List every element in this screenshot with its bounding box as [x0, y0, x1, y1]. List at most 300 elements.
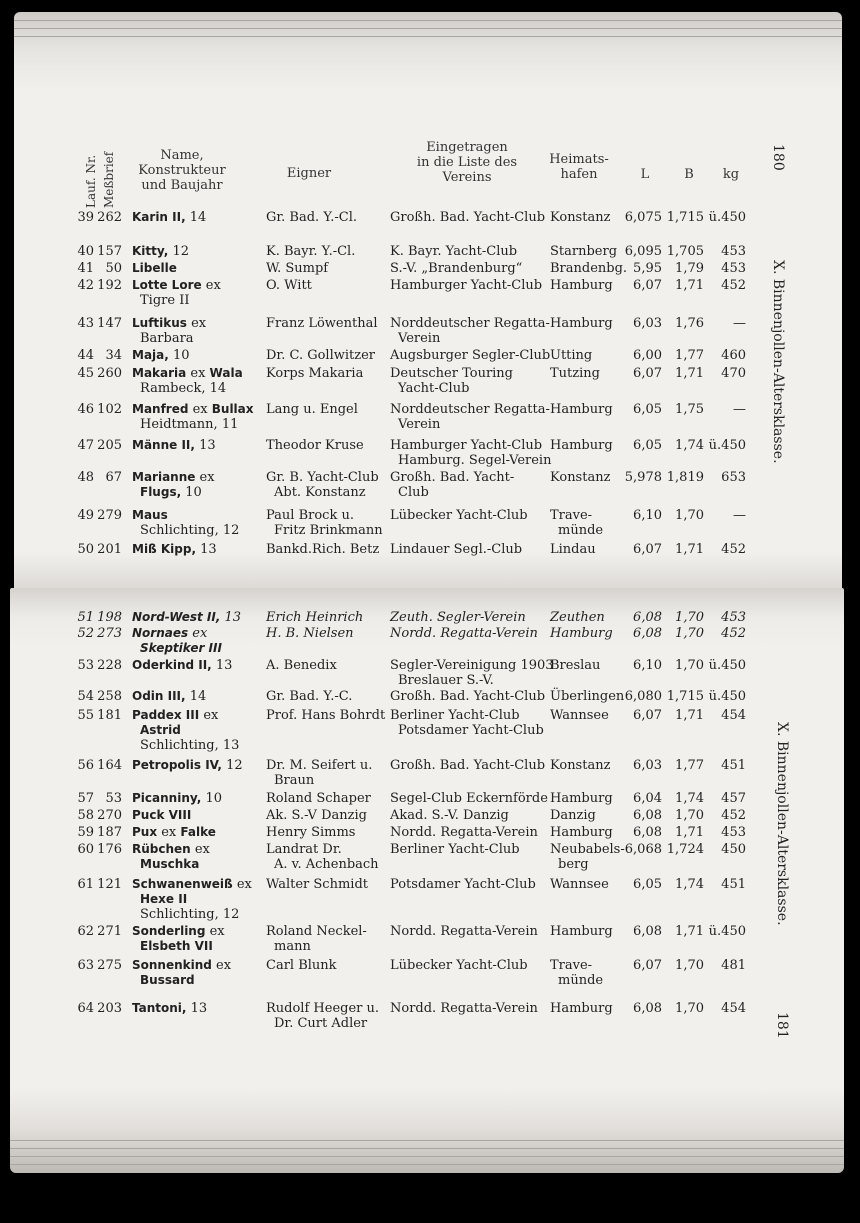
club-line: Lindauer Segl.-Club [390, 542, 523, 557]
home-port-line: Hamburg [550, 278, 613, 293]
beam-value: 1,70 [675, 658, 704, 673]
club-line: Hamburger Yacht-Club [390, 438, 543, 453]
club [390, 958, 528, 973]
length-value: 6,08 [633, 1001, 662, 1016]
former-name: Muschka [140, 857, 200, 871]
club-line: Nordd. Regatta-Verein [390, 825, 538, 840]
weight-value: ü.450 [708, 210, 746, 225]
messbrief-number: 192 [97, 278, 122, 293]
weight-value: 451 [721, 758, 746, 773]
yacht-name-bold: Nord-West II, [132, 610, 221, 624]
owner-line: mann [274, 939, 311, 954]
yacht-name-line2 [132, 892, 252, 907]
yacht-name [132, 244, 189, 259]
home-port [550, 244, 617, 259]
club [390, 261, 522, 276]
row-number: 46 [77, 402, 94, 417]
yacht-name-suffix: 14 [185, 689, 207, 704]
yacht-name [132, 348, 190, 363]
club-line: Großh. Bad. Yacht-Club [390, 758, 546, 773]
length-value: 6,05 [633, 402, 662, 417]
home-port-line: Starnberg [550, 244, 618, 259]
home-port-line: Hamburg [550, 626, 613, 641]
club-line: Potsdamer Yacht-Club [398, 723, 544, 738]
club-line: S.-V. „Brandenburg“ [390, 261, 523, 276]
messbrief-number: 50 [105, 261, 122, 276]
length-value: 6,08 [633, 924, 662, 939]
yacht-name-suffix: 12 [221, 758, 243, 773]
former-name: Bullax [211, 402, 254, 416]
messbrief-number: 201 [97, 542, 122, 557]
yacht-name-bold: Marianne [132, 470, 196, 484]
messbrief-number: 198 [97, 610, 122, 625]
length-value: 6,03 [633, 758, 662, 773]
former-name: Wala [209, 366, 243, 380]
weight-value: — [733, 508, 746, 523]
club-line: Verein [398, 417, 441, 432]
weight-value: — [733, 402, 746, 417]
home-port-line: Überlingen [550, 689, 625, 704]
yacht-name-bold: Petropolis IV, [132, 758, 222, 772]
yacht-name-bold: Männe II, [132, 438, 195, 452]
owner-line: Landrat Dr. [266, 842, 342, 857]
yacht-name-bold: Paddex III [132, 708, 200, 722]
yacht-name [132, 542, 217, 557]
club [390, 316, 550, 346]
weight-value: 453 [721, 261, 746, 276]
home-port-line: Zeuthen [550, 610, 605, 625]
home-port [550, 924, 613, 939]
owner-line: Lang u. Engel [266, 402, 358, 417]
row-number: 48 [77, 470, 94, 485]
home-port-line: Trave- [550, 958, 593, 973]
yacht-name-suffix: ex [205, 924, 225, 939]
yacht-name [132, 708, 239, 753]
messbrief-number: 275 [97, 958, 122, 973]
club-line: Yacht-Club [398, 381, 470, 396]
owner [266, 244, 355, 259]
club [390, 708, 544, 738]
club [390, 658, 554, 688]
former-name: Skeptiker III [140, 641, 222, 655]
designer-year: Tigre II [140, 293, 190, 308]
row-number: 52 [77, 626, 94, 641]
row-number: 42 [77, 278, 94, 293]
yacht-name-line2 [132, 857, 210, 872]
weight-value: 452 [721, 626, 746, 641]
messbrief-number: 228 [97, 658, 122, 673]
yacht-name-line2 [132, 381, 243, 396]
messbrief-number: 205 [97, 438, 122, 453]
row-number: 58 [77, 808, 94, 823]
owner-line: Erich Heinrich [266, 610, 364, 625]
weight-value: 450 [721, 842, 746, 857]
row-number: 47 [77, 438, 94, 453]
yacht-name-bold: Tantoni, [132, 1001, 187, 1015]
home-port [550, 958, 603, 988]
club-line: Augsburger Segler-Club [390, 348, 551, 363]
designer-year: Barbara [140, 331, 194, 346]
beam-value: 1,79 [675, 261, 704, 276]
club-line: Berliner Yacht-Club [390, 708, 520, 723]
owner-line: Franz Löwenthal [266, 316, 378, 331]
owner-line: A. v. Achenbach [274, 857, 379, 872]
row-number: 54 [77, 689, 94, 704]
home-port [550, 438, 613, 453]
page-edge-line [14, 28, 842, 29]
home-port [550, 1001, 613, 1016]
owner [266, 825, 355, 840]
header-eigner: Eigner [286, 166, 332, 181]
yacht-name-bold: Kitty, [132, 244, 169, 258]
yacht-name-bold: Puck VIII [132, 808, 192, 822]
home-port-line: Hamburg [550, 316, 613, 331]
yacht-name [132, 877, 252, 922]
owner [266, 348, 375, 363]
yacht-name-suffix: 13 [220, 610, 242, 625]
messbrief-number: 157 [97, 244, 122, 259]
club-line: Verein [398, 331, 441, 346]
owner [266, 261, 328, 276]
beam-value: 1,75 [675, 402, 704, 417]
owner [266, 658, 337, 673]
beam-value: 1,70 [675, 958, 704, 973]
club [390, 470, 514, 500]
home-port-line: Danzig [550, 808, 596, 823]
running-title: X. Binnenjollen-Altersklasse. [774, 722, 790, 926]
beam-value: 1,71 [675, 366, 704, 381]
designer-year: 10 [181, 485, 202, 500]
yacht-name-line2 [132, 523, 239, 538]
home-port [550, 610, 605, 625]
length-value: 6,00 [633, 348, 662, 363]
yacht-name-suffix: ex [199, 708, 219, 723]
row-number: 40 [77, 244, 94, 259]
length-value: 6,08 [633, 610, 662, 625]
club-line: Deutscher Touring [390, 366, 514, 381]
yacht-name-bold: Picanniny, [132, 791, 202, 805]
yacht-name-bold: Makaria [132, 366, 187, 380]
club-line: Segler-Vereinigung 1903 [390, 658, 554, 673]
length-value: 6,07 [633, 958, 662, 973]
yacht-name-suffix: 10 [168, 348, 190, 363]
beam-value: 1,74 [675, 438, 704, 453]
home-port-line: Hamburg [550, 1001, 613, 1016]
beam-value: 1,71 [675, 924, 704, 939]
yacht-name [132, 316, 206, 346]
yacht-name [132, 626, 222, 656]
owner-line: Ak. S.-V Danzig [266, 808, 367, 823]
weight-value: 454 [721, 1001, 746, 1016]
messbrief-number: 271 [97, 924, 122, 939]
owner [266, 791, 371, 806]
messbrief-number: 34 [105, 348, 122, 363]
club [390, 924, 538, 939]
running-title: X. Binnenjollen-Altersklasse. [770, 260, 786, 464]
home-port-line: münde [558, 523, 604, 538]
club [390, 438, 551, 468]
yacht-name-suffix: 13 [196, 542, 217, 557]
yacht-name-line2 [132, 417, 254, 432]
messbrief-number: 164 [97, 758, 122, 773]
home-port-line: Neubabels- [550, 842, 625, 857]
home-port [550, 658, 600, 673]
row-number: 57 [77, 791, 94, 806]
home-port-line: Breslau [550, 658, 601, 673]
header-kg: kg [722, 167, 740, 182]
home-port [550, 508, 603, 538]
former-name: Hexe II [140, 892, 188, 906]
club-line: Norddeutscher Regatta- [390, 402, 550, 417]
home-port-line: Hamburg [550, 825, 613, 840]
length-value: 6,10 [633, 508, 662, 523]
yacht-name-bold: Sonderling [132, 924, 206, 938]
yacht-name-line2 [132, 723, 239, 738]
yacht-name-suffix: ex [186, 366, 210, 381]
owner-line: Gr. B. Yacht-Club [266, 470, 379, 485]
yacht-name-bold: Rübchen [132, 842, 191, 856]
beam-value: 1,74 [675, 791, 704, 806]
club [390, 689, 545, 704]
page-edge-line [10, 1156, 844, 1157]
weight-value: 481 [721, 958, 746, 973]
owner [266, 1001, 379, 1031]
yacht-name-suffix: ex [188, 402, 212, 417]
designer-year: Schlichting, 12 [140, 523, 240, 538]
club [390, 808, 509, 823]
beam-value: 1,715 [666, 689, 704, 704]
home-port [550, 708, 609, 723]
bottom-page [10, 588, 844, 1173]
beam-value: 1,70 [675, 808, 704, 823]
length-value: 6,05 [633, 877, 662, 892]
length-value: 5,95 [633, 261, 662, 276]
yacht-name-bold: Manfred [132, 402, 189, 416]
row-number: 62 [77, 924, 94, 939]
length-value: 6,08 [633, 825, 662, 840]
yacht-name [132, 438, 216, 453]
weight-value: 453 [721, 825, 746, 840]
owner [266, 542, 379, 557]
messbrief-number: 262 [97, 210, 122, 225]
club [390, 1001, 538, 1016]
club [390, 610, 526, 625]
home-port [550, 542, 596, 557]
beam-value: 1,70 [675, 508, 704, 523]
yacht-name-bold: Oderkind II, [132, 658, 212, 672]
designer-year: Rambeck, 14 [140, 381, 227, 396]
yacht-name [132, 842, 210, 872]
length-value: 6,07 [633, 366, 662, 381]
designer-year: Heidtmann, 11 [140, 417, 239, 432]
row-number: 63 [77, 958, 94, 973]
yacht-name [132, 658, 232, 673]
beam-value: 1,70 [675, 626, 704, 641]
row-number: 39 [77, 210, 94, 225]
messbrief-number: 67 [105, 470, 122, 485]
former-name: Flugs, [140, 485, 182, 499]
home-port [550, 470, 610, 485]
messbrief-number: 53 [105, 791, 122, 806]
yacht-name-bold: Luftikus [132, 316, 187, 330]
beam-value: 1,70 [675, 1001, 704, 1016]
club-line: Lübecker Yacht-Club [390, 958, 528, 973]
length-value: 6,08 [633, 808, 662, 823]
home-port-line: Hamburg [550, 438, 613, 453]
yacht-name-bold: Maus [132, 508, 168, 522]
weight-value: 460 [721, 348, 746, 363]
yacht-name-line2 [132, 641, 222, 656]
messbrief-number: 258 [97, 689, 122, 704]
club [390, 402, 550, 432]
weight-value: 451 [721, 877, 746, 892]
home-port [550, 808, 596, 823]
owner-line: Gr. Bad. Y.-C. [266, 689, 353, 704]
home-port-line: Hamburg [550, 791, 613, 806]
messbrief-number: 187 [97, 825, 122, 840]
yacht-name-suffix: 12 [168, 244, 190, 259]
weight-value: 452 [721, 542, 746, 557]
owner [266, 402, 358, 417]
beam-value: 1,77 [675, 758, 704, 773]
yacht-name-bold: Sonnenkind [132, 958, 212, 972]
header-lauf-nr: Lauf. Nr. [84, 154, 98, 208]
owner-line: Roland Schaper [266, 791, 371, 806]
yacht-name [132, 808, 191, 823]
yacht-name-line2 [132, 973, 231, 988]
home-port [550, 758, 610, 773]
owner [266, 877, 368, 892]
yacht-name [132, 758, 243, 773]
owner-line: Braun [274, 773, 315, 788]
beam-value: 1,724 [666, 842, 704, 857]
weight-value: 470 [721, 366, 746, 381]
yacht-name [132, 689, 206, 704]
club-line: Nordd. Regatta-Verein [390, 626, 538, 641]
length-value: 6,10 [633, 658, 662, 673]
yacht-name [132, 210, 206, 225]
length-value: 6,068 [624, 842, 662, 857]
designer-year: Schlichting, 13 [140, 738, 240, 753]
home-port-line: Wannsee [550, 708, 609, 723]
owner [266, 316, 378, 331]
club [390, 278, 542, 293]
weight-value: 457 [721, 791, 746, 806]
club-line: Segel-Club Eckernförde [390, 791, 548, 806]
owner [266, 470, 379, 500]
yacht-name-line2 [132, 331, 206, 346]
yacht-name-suffix: ex [232, 877, 252, 892]
yacht-name-suffix: 13 [211, 658, 233, 673]
header-name: Name, Konstrukteur und Baujahr [138, 148, 226, 193]
home-port [550, 366, 600, 381]
owner-line: K. Bayr. Y.-Cl. [266, 244, 356, 259]
home-port [550, 261, 627, 276]
length-value: 6,05 [633, 438, 662, 453]
weight-value: 653 [721, 470, 746, 485]
row-number: 50 [77, 542, 94, 557]
page-number: 181 [774, 1012, 790, 1039]
owner [266, 278, 312, 293]
owner [266, 626, 354, 641]
length-value: 6,04 [633, 791, 662, 806]
yacht-name [132, 278, 221, 308]
yacht-name-suffix: 13 [194, 438, 216, 453]
home-port [550, 825, 613, 840]
club [390, 244, 517, 259]
owner-line: Gr. Bad. Y.-Cl. [266, 210, 357, 225]
yacht-name [132, 508, 239, 538]
weight-value: ü.450 [708, 689, 746, 704]
club [390, 877, 536, 892]
yacht-name-suffix: ex [190, 842, 210, 857]
club-line: Lübecker Yacht-Club [390, 508, 528, 523]
club [390, 542, 522, 557]
yacht-name-bold: Pux [132, 825, 158, 839]
weight-value: 452 [721, 808, 746, 823]
yacht-name [132, 825, 216, 840]
page-edge-line [14, 20, 842, 21]
weight-value: 453 [721, 610, 746, 625]
header-messbrief: Meßbrief [102, 151, 116, 208]
beam-value: 1,71 [675, 708, 704, 723]
beam-value: 1,76 [675, 316, 704, 331]
club [390, 210, 545, 225]
home-port-line: münde [558, 973, 604, 988]
club-line: Großh. Bad. Yacht-Club [390, 689, 546, 704]
yacht-name-line2 [132, 485, 215, 500]
yacht-name-line2 [132, 293, 221, 308]
owner-line: Dr. Curt Adler [274, 1016, 368, 1031]
club-line: Großh. Bad. Yacht-Club [390, 210, 546, 225]
messbrief-number: 147 [97, 316, 122, 331]
owner [266, 610, 363, 625]
messbrief-number: 260 [97, 366, 122, 381]
messbrief-number: 181 [97, 708, 122, 723]
club-line: Nordd. Regatta-Verein [390, 924, 538, 939]
home-port-line: Brandenbg. [550, 261, 628, 276]
header-hafen: Heimats- hafen [549, 152, 609, 182]
page-number: 180 [770, 144, 786, 171]
owner [266, 508, 383, 538]
home-port-line: Konstanz [550, 210, 611, 225]
home-port-line: berg [558, 857, 589, 872]
owner-line: Dr. C. Gollwitzer [266, 348, 376, 363]
top-page [14, 12, 842, 590]
yacht-name-bold: Odin III, [132, 689, 186, 703]
yacht-name-bold: Schwanenweiß [132, 877, 233, 891]
yacht-name [132, 958, 231, 988]
home-port-line: Konstanz [550, 758, 611, 773]
weight-value: ü.450 [708, 438, 746, 453]
beam-value: 1,74 [675, 877, 704, 892]
row-number: 56 [77, 758, 94, 773]
header-verein: Eingetragen in die Liste des Vereins [416, 140, 518, 185]
owner [266, 958, 337, 973]
club-line: Hamburg. Segel-Verein [398, 453, 552, 468]
beam-value: 1,819 [666, 470, 704, 485]
owner-line: W. Sumpf [266, 261, 329, 276]
home-port [550, 402, 613, 417]
messbrief-number: 176 [97, 842, 122, 857]
yacht-name-suffix: ex [186, 316, 207, 331]
weight-value: ü.450 [708, 658, 746, 673]
home-port-line: Trave- [550, 508, 593, 523]
row-number: 60 [77, 842, 94, 857]
yacht-name-suffix: ex [157, 825, 181, 840]
yacht-name [132, 366, 243, 396]
length-value: 6,07 [633, 278, 662, 293]
